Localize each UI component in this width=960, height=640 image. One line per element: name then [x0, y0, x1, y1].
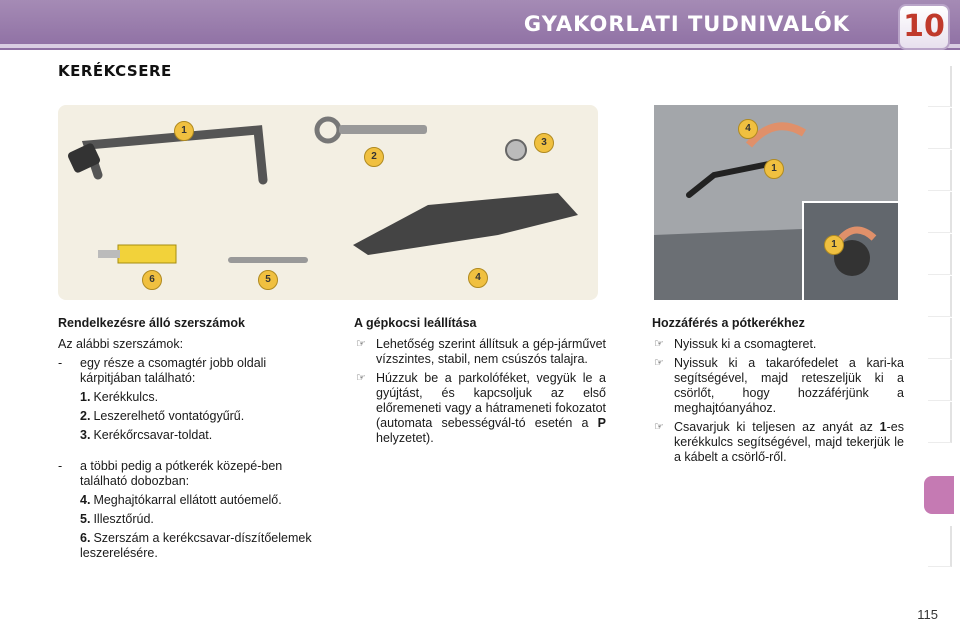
- towing-eye-ring-icon: [317, 119, 339, 141]
- tool-tip-icon: [98, 250, 120, 258]
- parking-heading: A gépkocsi leállítása: [354, 316, 477, 330]
- side-tab[interactable]: [928, 108, 952, 149]
- callout-1: 1: [824, 235, 844, 255]
- spare-step: ☞ Nyissuk ki a csomagteret.: [654, 337, 817, 351]
- side-tab-active[interactable]: [924, 476, 954, 514]
- spare-wheel-column: [652, 316, 904, 469]
- tool-item: 1. Kerékkulcs.: [80, 390, 159, 404]
- section-title: KERÉKCSERE: [58, 62, 172, 80]
- spare-step: ☞ Csavarjuk ki teljesen az anyát az 1-es kerékkulcs segítségével, majd tekerjük le a kábelt a csörlő-ről.: [654, 420, 904, 464]
- tool-item: 3. Kerékőrcsavar-toldat.: [80, 428, 213, 442]
- callout-4: 4: [738, 119, 758, 139]
- callout-6: 6: [142, 270, 162, 290]
- hand-pointer-icon: ☞: [654, 357, 664, 369]
- side-tab[interactable]: [928, 234, 952, 275]
- side-tab[interactable]: [928, 318, 952, 359]
- group-2: - a többi pedig a pótkerék közepé-ben található dobozban:: [58, 459, 283, 488]
- side-tab[interactable]: [928, 192, 952, 233]
- tools-drawing: [58, 105, 598, 300]
- side-tab[interactable]: [928, 526, 952, 567]
- callout-2: 2: [364, 147, 384, 167]
- trim-removal-tool-icon: [118, 245, 176, 263]
- chapter-title: GYAKORLATI TUDNIVALÓK: [523, 12, 850, 36]
- hand-pointer-icon: ☞: [654, 421, 664, 433]
- detail-inset: [802, 201, 898, 300]
- side-tab[interactable]: [928, 276, 952, 317]
- jack-icon: [353, 193, 578, 255]
- tools-column: [58, 316, 318, 565]
- spare-step: ☞ Nyissuk ki a takarófedelet a kari-ka segítségével, majd reteszeljük ki a csörlőt, hogy hozzáférjünk a meghajtóanyához.: [654, 356, 904, 415]
- chapter-number-badge: 10: [898, 4, 950, 50]
- hand-pointer-icon: ☞: [654, 338, 664, 350]
- group-1: - egy része a csomagtér jobb oldali kárpitjában található:: [58, 356, 267, 385]
- tool-item: 2. Leszerelhető vontatógyűrű.: [80, 409, 245, 423]
- parking-column: [354, 316, 606, 450]
- callout-1: 1: [764, 159, 784, 179]
- callout-3: 3: [534, 133, 554, 153]
- spare-wheel-heading: Hozzáférés a pótkerékhez: [652, 316, 805, 330]
- side-tab-strip: [928, 66, 950, 576]
- page-number: 115: [917, 607, 938, 622]
- header-stripe: [0, 44, 960, 48]
- callout-4: 4: [468, 268, 488, 288]
- tools-heading: Rendelkezésre álló szerszámok: [58, 316, 245, 330]
- side-tab[interactable]: [928, 402, 952, 443]
- tools-intro: Az alábbi szerszámok:: [58, 337, 184, 351]
- callout-5: 5: [258, 270, 278, 290]
- trunk-illustration: [654, 105, 898, 300]
- side-tab[interactable]: [928, 360, 952, 401]
- tool-item: 4. Meghajtókarral ellátott autóemelő.: [80, 493, 282, 507]
- parking-step: ☞ Lehetőség szerint állítsuk a gép-járművet vízszintes, stabil, nem csúszós talajra.: [356, 337, 606, 366]
- alignment-rod-icon: [228, 257, 308, 263]
- hand-pointer-icon: ☞: [356, 372, 366, 384]
- tool-item: 5. Illesztőrúd.: [80, 512, 154, 526]
- tools-illustration: [58, 105, 598, 300]
- tool-item: 6. Szerszám a kerékcsavar-díszítőelemek leszerelésére.: [80, 531, 312, 560]
- towing-eye-shaft-icon: [339, 125, 427, 134]
- hand-pointer-icon: ☞: [356, 338, 366, 350]
- side-tab[interactable]: [928, 66, 952, 107]
- parking-step: ☞ Húzzuk be a parkolóféket, vegyük le a gyújtást, és kapcsoljuk az első előremeneti vagy a hátrameneti fokozatot (automata sebességvál-tó esetén a P helyzetet).: [356, 371, 606, 445]
- callout-1: 1: [174, 121, 194, 141]
- bolt-extension-icon: [506, 140, 526, 160]
- side-tab[interactable]: [928, 150, 952, 191]
